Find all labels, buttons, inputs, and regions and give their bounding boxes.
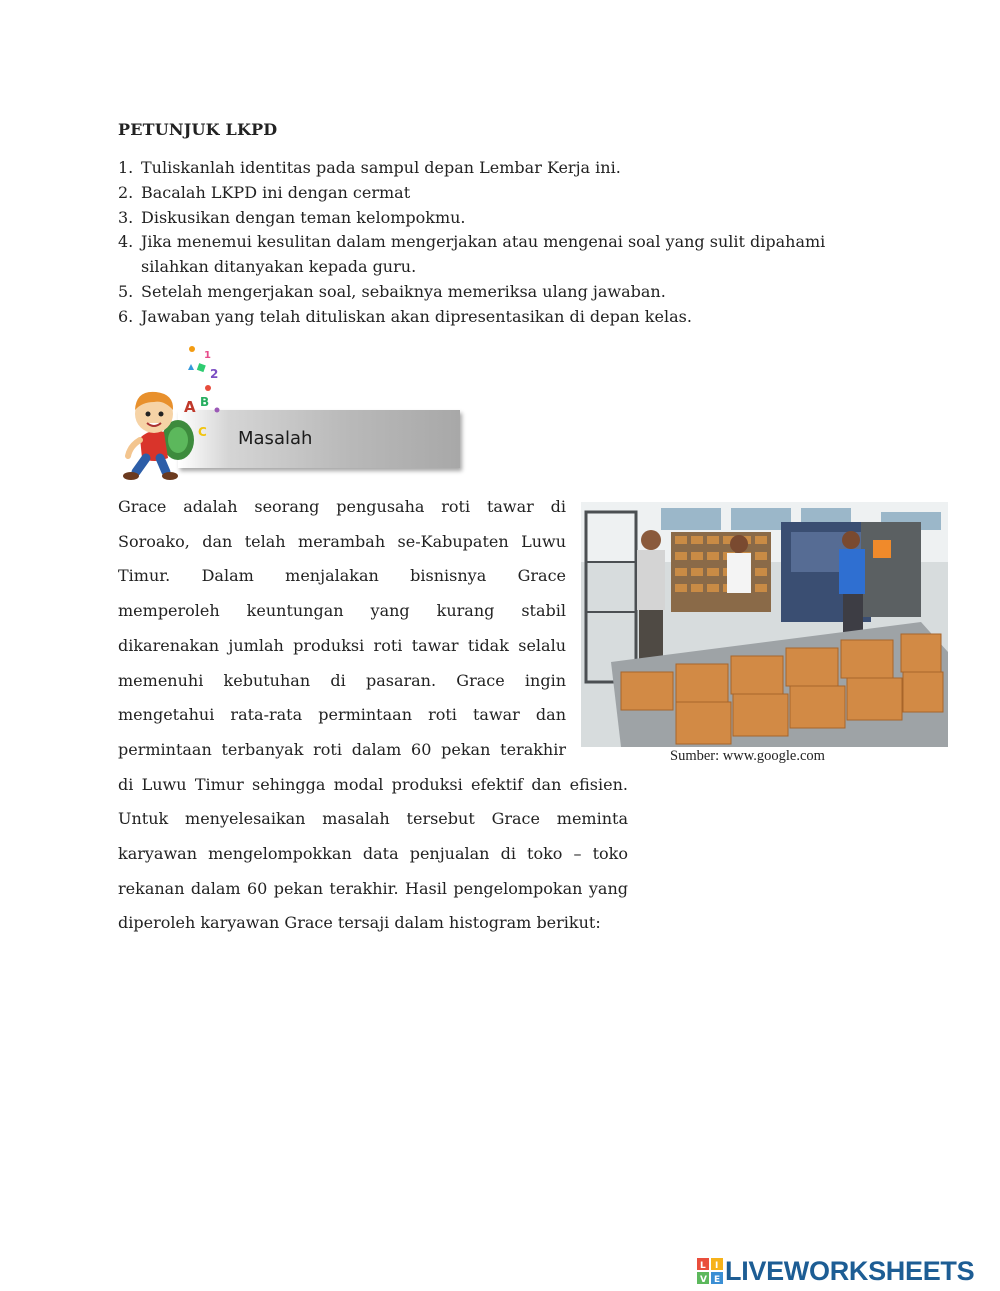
- paragraph-line: Timur. Dalam menjalakan bisnisnya Grace: [118, 566, 566, 586]
- paragraph-line: Soroako, dan telah merambah se-Kabupaten Luwu: [118, 531, 566, 551]
- paragraph-line: memperoleh keuntungan yang kurang stabil: [118, 601, 566, 621]
- paragraph-line: dikarenakan jumlah produksi roti tawar tidak selalu: [118, 635, 566, 655]
- paragraph-line: di Luwu Timur sehingga modal produksi efektif dan efisien.: [118, 774, 628, 794]
- photo-caption: Sumber: www.google.com: [670, 748, 825, 764]
- paragraph-line: Grace adalah seorang pengusaha roti tawar di: [118, 497, 566, 516]
- paragraph-line: Untuk menyelesaikan masalah tersebut Grace meminta: [118, 809, 628, 829]
- paragraph-line: mengetahui rata-rata permintaan roti tawar dan: [118, 705, 566, 725]
- illustration-letter: A: [184, 398, 196, 416]
- section-title: Masalah: [238, 428, 313, 449]
- liveworksheets-logo[interactable]: [697, 1255, 974, 1287]
- illustration-letter: 1: [204, 350, 211, 361]
- bakery-photo: [581, 502, 948, 747]
- instructions-list: [118, 156, 858, 330]
- svg-text:L: L: [700, 1261, 706, 1271]
- illustration-letter: 2: [210, 367, 219, 381]
- paragraph-line: karyawan mengelompokkan data penjualan di toko – toko: [118, 844, 628, 864]
- paragraph-line: memenuhi kebutuhan di pasaran. Grace ingin: [118, 670, 566, 690]
- illustration-letter: C: [198, 425, 207, 439]
- paragraph-line: diperoleh karyawan Grace tersaji dalam histogram berikut:: [118, 913, 601, 933]
- paragraph-line: rekanan dalam 60 pekan terakhir. Hasil pengelompokan yang: [118, 878, 628, 898]
- bakery-scene-image: [581, 502, 948, 747]
- svg-text:E: E: [714, 1275, 721, 1284]
- section-header: [118, 340, 468, 485]
- instruction-item: 2. Bacalah LKPD ini dengan cermat: [118, 182, 411, 202]
- schoolboy-illustration-icon: [118, 340, 248, 485]
- svg-text:I: I: [715, 1261, 719, 1271]
- logo-text: LIVEWORKSHEETS: [725, 1255, 975, 1286]
- instruction-item: 6. Jawaban yang telah dituliskan akan dipresentasikan di depan kelas.: [118, 306, 692, 326]
- liveworksheets-logo-icon: [697, 1258, 723, 1284]
- instruction-item: 4. Jika menemui kesulitan dalam mengerjakan atau mengenai soal yang sulit dipahami silahkan ditanyakan kepada guru.: [118, 232, 826, 277]
- instruction-item: 3. Diskusikan dengan teman kelompokmu.: [118, 207, 466, 227]
- instruction-item: 1. Tuliskanlah identitas pada sampul depan Lembar Kerja ini.: [118, 158, 621, 177]
- instructions-title: PETUNJUK LKPD: [118, 120, 278, 139]
- svg-text:V: V: [700, 1275, 707, 1284]
- paragraph-line: permintaan terbanyak roti dalam 60 pekan terakhir: [118, 739, 566, 759]
- instruction-item: 5. Setelah mengerjakan soal, sebaiknya memeriksa ulang jawaban.: [118, 281, 666, 301]
- illustration-letter: B: [200, 395, 210, 409]
- problem-paragraph: [118, 490, 628, 941]
